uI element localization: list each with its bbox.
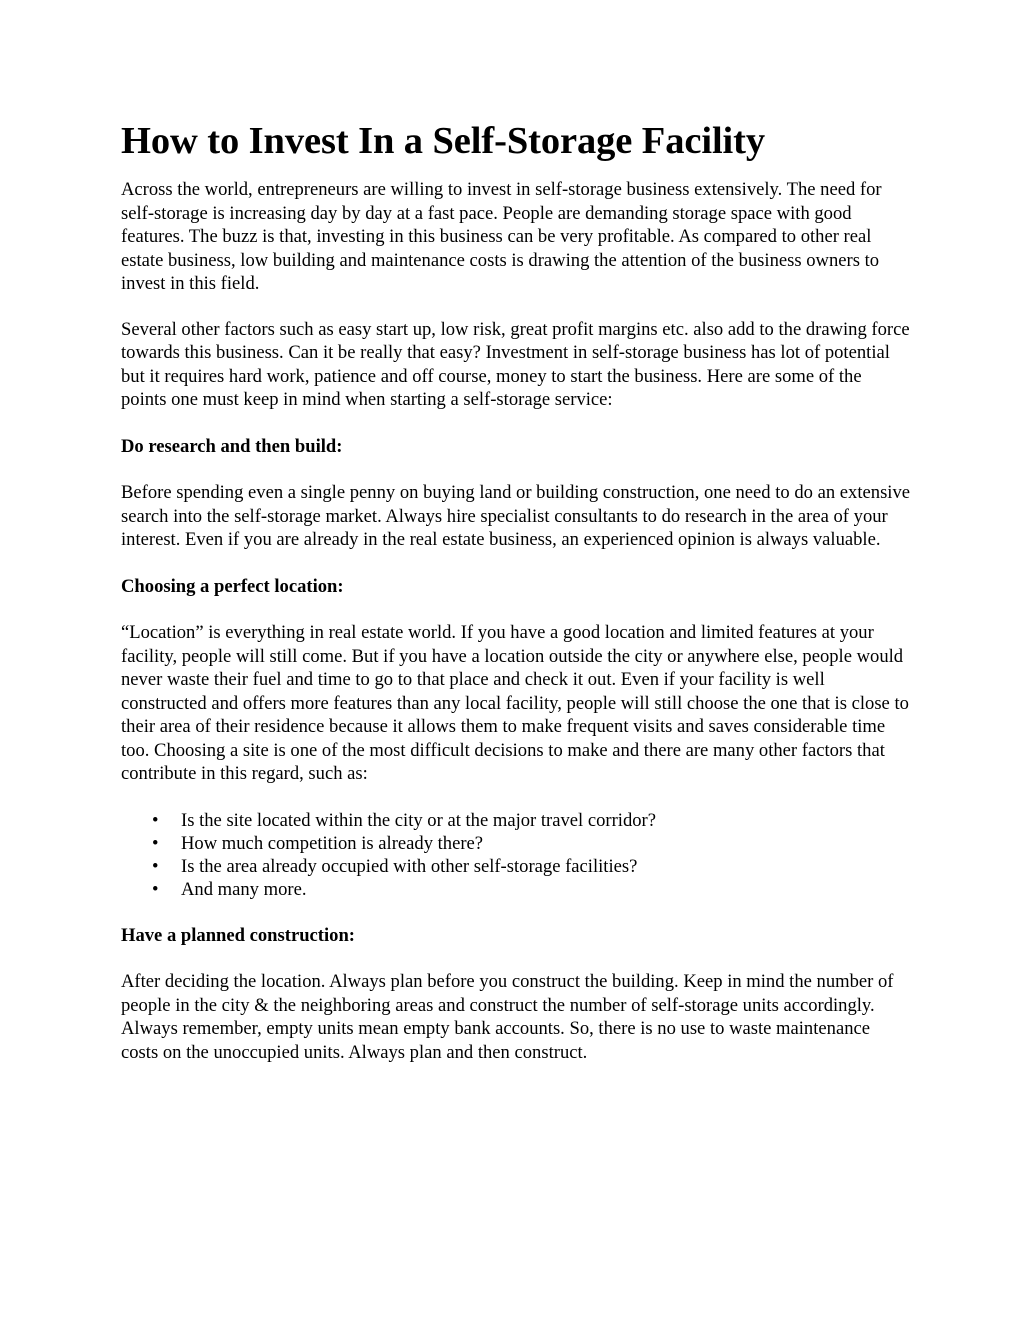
list-item: [121, 878, 911, 901]
bullet-marker: •: [152, 832, 159, 854]
list-item-text: Is the area already occupied with other self-storage facilities?: [181, 855, 638, 877]
list-item-text: How much competition is already there?: [181, 832, 484, 854]
section-heading: Choosing a perfect location:: [121, 575, 344, 597]
list-item-text: And many more.: [181, 878, 307, 900]
list-item-text: Is the site located within the city or at the major travel corridor?: [181, 809, 657, 831]
list-item: [121, 832, 911, 855]
section-heading: Have a planned construction:: [121, 924, 355, 946]
bullet-list: [121, 809, 911, 901]
list-item: [121, 809, 911, 832]
bullet-marker: •: [152, 809, 159, 831]
intro-paragraph: Across the world, entrepreneurs are willing to invest in self-storage business extensively. The need for self-storage is increasing day by day at a fast pace. People are demanding storage space with good features. The buzz is that, investing in this business can be very profitable. As compared to other real estate business, low building and maintenance costs is drawing the attention of the business owners to invest in this field.: [121, 179, 882, 295]
section-paragraph: After deciding the location. Always plan before you construct the building. Keep in mind the number of people in the city & the neighboring areas and construct the number of self-storage units accordingly. Always remember, empty units mean empty bank accounts. So, there is no use to waste maintenance costs on the unoccupied units. Always plan and then construct.: [121, 971, 894, 1063]
section-paragraph: Before spending even a single penny on buying land or building construction, one need to do an extensive search into the self-storage market. Always hire specialist consultants to do research in the area of your interest. Even if you are already in the real estate business, an experienced opinion is always valuable.: [121, 482, 911, 551]
document-page: [121, 118, 911, 1087]
section-heading: Do research and then build:: [121, 435, 343, 457]
intro-paragraph: Several other factors such as easy start up, low risk, great profit margins etc. also add to the drawing force towards this business. Can it be really that easy? Investment in self-storage business has lot of potential but it requires hard work, patience and off course, money to start the business. Here are some of the points one must keep in mind when starting a self-storage service:: [121, 318, 910, 411]
page-title: How to Invest In a Self-Storage Facility: [121, 120, 766, 162]
section-paragraph: “Location” is everything in real estate world. If you have a good location and limited features at your facility, people will still come. But if you have a location outside the city or anywhere else, people would never waste their fuel and time to go to that place and check it out. Even if your facility is well constructed and offers more features than any local facility, people will still choose the one that is close to their area of their residence because it allows them to make frequent visits and saves considerable time too. Choosing a site is one of the most difficult decisions to make and there are many other factors that contribute in this regard, such as:: [121, 622, 909, 785]
bullet-marker: •: [152, 878, 159, 900]
bullet-marker: •: [152, 855, 159, 877]
list-item: [121, 855, 911, 878]
